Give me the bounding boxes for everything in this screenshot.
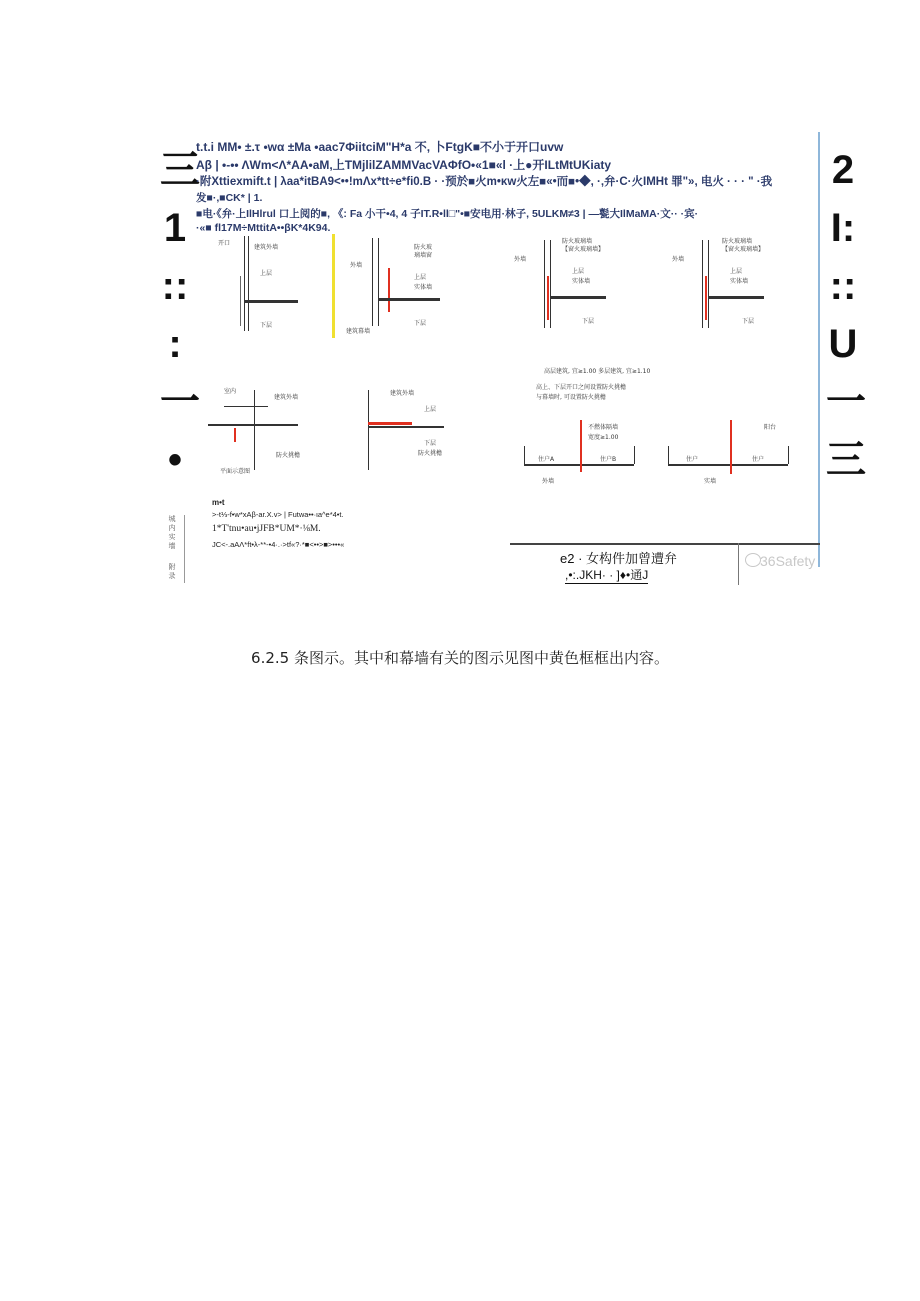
- right-glyph: ::: [829, 264, 857, 308]
- wall-line: [668, 446, 669, 464]
- diagram-label: 实体墙: [730, 278, 749, 285]
- diagram-label: 实体墙: [572, 278, 591, 285]
- diagram-opening-wall: [218, 236, 298, 336]
- diagram-label: 防火挑檐: [418, 450, 443, 457]
- diagram-fire-glass-wall-a: [510, 236, 610, 336]
- note-line: 1*T'tnu•au•jJFB*UM*·⅛M.: [212, 524, 321, 534]
- diagram-label: 建筑幕墙: [346, 328, 371, 335]
- diagram-note: 高层建筑, 宜≥1.00 多层建筑, 宜≥1.10: [544, 368, 651, 375]
- title-block-sub: ,•:.JKH· · ]♦•通J: [565, 568, 649, 582]
- diagram-label: 实墙: [704, 478, 717, 485]
- diagram-balcony-walls: [518, 416, 798, 494]
- left-column-label: [160, 515, 184, 581]
- yellow-frame-edge: [332, 234, 335, 338]
- left-column-char: 附: [168, 563, 176, 571]
- diagram-label: 下层: [414, 320, 427, 327]
- diagram-label: 防火玻璃墙: [562, 238, 593, 245]
- fire-glass-line: [388, 268, 390, 312]
- note-line: m•t: [212, 498, 225, 507]
- header-line: Aβ | •-•• ΛWm<Λ*AA•aM,上TMjlilZAMMVacVAΦfO•«1■«l ·上●开ILtMtUKiaty: [196, 158, 612, 172]
- left-column-char: 内: [168, 524, 176, 532]
- figure-notes: [212, 498, 492, 552]
- left-glyph: •: [167, 438, 182, 482]
- section-line: [254, 390, 255, 470]
- left-glyph: 三: [160, 148, 200, 192]
- diagram-label: 建筑外墙: [254, 244, 279, 251]
- wall-line: [248, 236, 249, 331]
- dimension-line: [240, 276, 241, 326]
- diagram-fire-glass-wall-b: [672, 236, 772, 336]
- header-line: ■电·《弁·上IlHlrul 口上阅的■, 《: Fa 小干•4, 4 子IT.R•ll□"•■安电用·林子, 5ULKM≠3 | —甏大IlMaMA·文·· ·宾·: [196, 208, 699, 220]
- diagram-label: 上层: [572, 268, 585, 275]
- left-column-char: 录: [168, 572, 176, 580]
- diagram-label: 住户: [752, 456, 765, 463]
- left-glyph: 1: [163, 206, 187, 250]
- header-line: t.t.i MM• ±.τ •wα ±Ma •aac7ΦiitciM"H*a 不, 卜FtgK■不小于开口uvw: [196, 140, 564, 154]
- right-glyph-column: [826, 148, 866, 498]
- diagram-label: 外墙: [350, 262, 363, 269]
- fire-glass-line: [705, 276, 707, 320]
- diagram-label: 开口: [218, 240, 231, 247]
- right-glyph: 一: [826, 380, 866, 424]
- wall-line: [372, 238, 373, 326]
- header-line: ·附Xttiexmift.t | λaa*itBA9<••!mΛx*tt÷e*fi0.B · ·预於■火m•κw火左■«•而■•◆, ·,弁·C·火IMHt 罪"», 电火 · · · " ·我: [196, 176, 773, 188]
- diagram-label: 住户: [686, 456, 699, 463]
- fire-wall-mark: [730, 420, 732, 474]
- wall-line: [244, 236, 245, 331]
- header-line: ·«■ fl17M÷MttitA••βK*4K94.: [196, 222, 331, 234]
- diagram-label: 上层: [424, 406, 437, 413]
- floor-line: [668, 464, 788, 466]
- diagram-plan-canopy: [198, 384, 308, 474]
- wall-line: [708, 240, 709, 328]
- diagram-label: 下层: [424, 440, 437, 447]
- diagram-label: 阳台: [764, 424, 777, 431]
- left-glyph: ::: [161, 264, 189, 308]
- diagram-label: 建筑外墙: [274, 394, 299, 401]
- diagram-label: 【窗火玻璃墙】: [562, 246, 605, 253]
- wall-line: [368, 390, 369, 470]
- right-glyph: I:: [830, 206, 856, 250]
- diagram-label: 防火玻: [414, 244, 433, 251]
- diagram-label: 防火玻璃墙: [722, 238, 753, 245]
- watermark-text: 36Safety: [760, 553, 816, 569]
- diagram-label: 平面示意图: [220, 468, 251, 475]
- left-column-char: 墙: [168, 542, 176, 550]
- diagram-label: 外墙: [514, 256, 527, 263]
- floor-slab: [550, 296, 606, 299]
- diagram-label: 【窗火玻璃墙】: [722, 246, 765, 253]
- diagram-label: 宽度≥1.00: [588, 434, 619, 441]
- diagram-label: 上层: [730, 268, 743, 275]
- diagram-label: 防火挑檐: [276, 452, 301, 459]
- diagram-label: 上层: [414, 274, 427, 281]
- diagram-label: 建筑外墙: [390, 390, 415, 397]
- floor-slab: [378, 298, 440, 301]
- diagram-label: 下层: [260, 322, 273, 329]
- floor-slab: [708, 296, 764, 299]
- diagram-label: 下层: [582, 318, 595, 325]
- diagram-note-block: [530, 366, 770, 406]
- figure-right-border: [818, 132, 820, 567]
- figure-header-text: [196, 138, 812, 238]
- wall-line: [634, 446, 635, 464]
- left-column-char: 城: [168, 515, 176, 523]
- diagram-label: 实体墙: [414, 284, 433, 291]
- diagram-label: 外墙: [672, 256, 685, 263]
- wall-line: [544, 240, 545, 328]
- floor-slab: [368, 426, 444, 428]
- note-line: >-t⅓-f•w*xAβ-ar.X.v> | Futwa••·ιa^e*4•t.: [212, 510, 344, 519]
- figure-left-column-border: [184, 515, 185, 583]
- right-glyph: 三: [826, 438, 866, 482]
- diagram-label: 上层: [260, 270, 273, 277]
- diagram-label: 室内: [224, 388, 237, 395]
- left-glyph: :: [168, 322, 182, 366]
- diagram-label: 璃墙窗: [414, 252, 433, 259]
- canopy-mark: [234, 428, 236, 442]
- diagram-note: 与幕墙时, 可设置防火挑檐: [536, 394, 606, 401]
- wall-line: [788, 446, 789, 464]
- wall-line: [524, 446, 525, 464]
- left-glyph: 一: [160, 380, 200, 424]
- diagram-label: 住户A: [538, 456, 555, 463]
- header-line: 发■·,■CK* | 1.: [196, 192, 263, 204]
- floor-line: [524, 464, 634, 466]
- right-glyph: U: [828, 322, 858, 366]
- wall-line: [550, 240, 551, 328]
- wall-line: [208, 424, 298, 426]
- watermark-icon: [745, 553, 761, 567]
- diagram-label: 不燃体隔墙: [588, 424, 619, 431]
- figure-caption: 6.2.5 条图示。其中和幕墙有关的图示见图中黄色框框出内容。: [251, 649, 669, 667]
- floor-slab: [244, 300, 298, 303]
- diagram-label: 住户B: [600, 456, 617, 463]
- left-column-char: 实: [168, 533, 176, 541]
- right-glyph: 2: [831, 148, 855, 192]
- dimension-line: [224, 406, 268, 407]
- left-glyph-column: [160, 148, 200, 498]
- diagram-section-canopy: [338, 386, 448, 476]
- diagram-label: 下层: [742, 318, 755, 325]
- title-block-main: e2 · 女构件加曾遭弁: [560, 551, 678, 566]
- canopy-mark: [368, 422, 412, 425]
- diagram-label: 外墙: [542, 478, 555, 485]
- fire-glass-line: [547, 276, 549, 320]
- note-line: JC<-.aAΛ*ft•λ-**-•4·.·>tf«?·*■<••>■>•••«: [212, 540, 345, 549]
- wall-line: [702, 240, 703, 328]
- diagram-curtain-wall: [332, 234, 442, 338]
- diagram-note: 高上、下层开口之间设置防火挑檐: [536, 384, 627, 391]
- wall-line: [378, 238, 379, 326]
- spacer: [160, 551, 184, 563]
- fire-wall-mark: [580, 420, 582, 472]
